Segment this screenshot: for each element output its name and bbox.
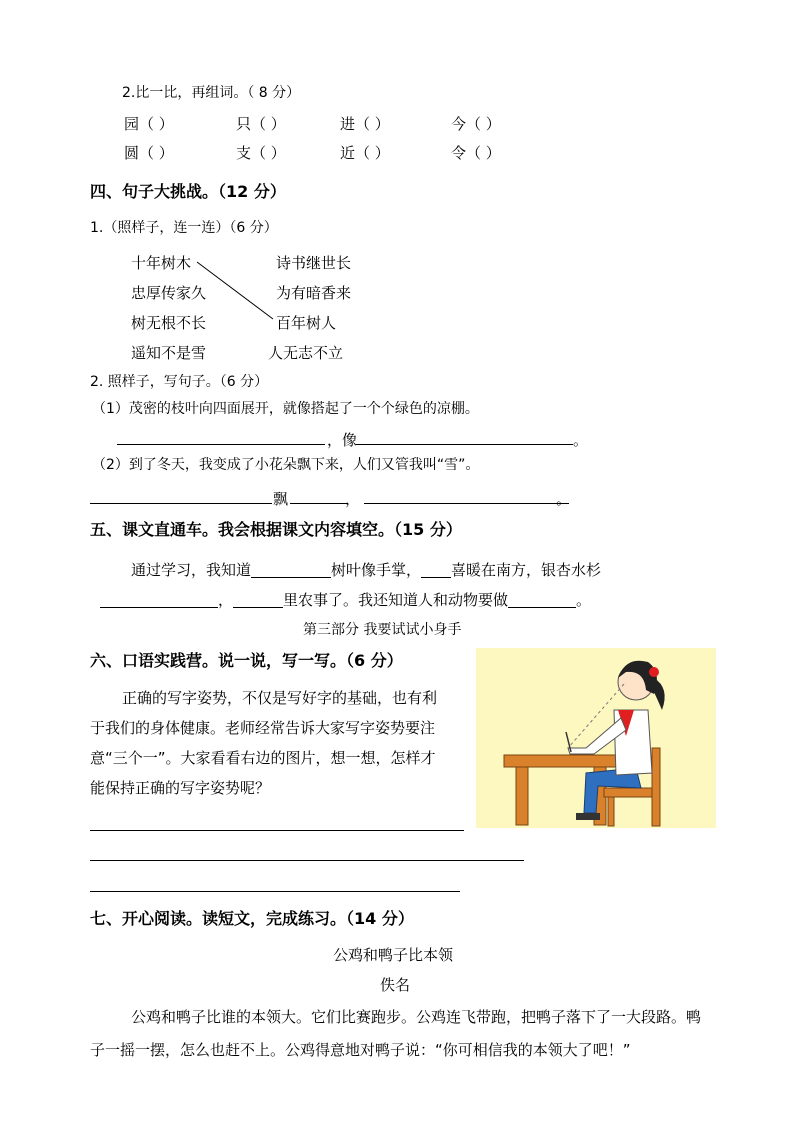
- answer-line-2c[interactable]: [364, 503, 569, 504]
- fill-text-6: 。: [576, 591, 592, 609]
- story-author: 佚名: [380, 976, 411, 994]
- question-2-title: 2.比一比，再组词。（ 8 分）: [122, 85, 301, 101]
- sentence-2-end: 。: [556, 490, 572, 508]
- section-6-heading: 六、口语实践营。说一说，写一写。（6 分）: [90, 651, 403, 670]
- part-3-title: 第三部分 我要试试小身手: [303, 622, 462, 638]
- answer-line-2a[interactable]: [90, 503, 272, 504]
- fill-text-1: 通过学习，我知道: [131, 561, 252, 579]
- story-title: 公鸡和鸭子比本领: [333, 946, 454, 964]
- question-4-1: 1.（照样子，连一连）（6 分）: [90, 220, 278, 236]
- match-left-4: 遥知不是雪: [131, 344, 207, 362]
- fill-blank-3[interactable]: [100, 592, 218, 608]
- section-6-text-3: 意“三个一”。大家看看右边的图片，想一想，怎样才: [90, 749, 436, 767]
- sentence-2-comma: ，: [345, 490, 361, 508]
- word-pair-1a: 园（ ）: [124, 115, 174, 133]
- write-line-3[interactable]: [90, 891, 460, 892]
- section-7-heading: 七、开心阅读。读短文，完成练习。（14 分）: [90, 909, 414, 928]
- section-5-heading: 五、课文直通车。我会根据课文内容填空。（15 分）: [90, 520, 462, 539]
- fill-blank-1[interactable]: [251, 562, 331, 578]
- word-pair-3b: 近（ ）: [340, 144, 390, 162]
- story-line-1: 公鸡和鸭子比谁的本领大。它们比赛跑步。公鸡连飞带跑，把鸭子落下了一大段路。鸭: [131, 1008, 702, 1026]
- fill-text-5: 里农事了。我还知道人和动物要做: [283, 591, 509, 609]
- section-6-text-2: 于我们的身体健康。老师经常告诉大家写字姿势要注: [90, 719, 436, 737]
- fill-text-3: 喜暖在南方，银杏水杉: [451, 561, 602, 579]
- answer-line-1a[interactable]: [117, 444, 325, 445]
- writing-posture-picture: [476, 648, 716, 828]
- answer-line-1b[interactable]: [356, 444, 573, 445]
- fill-text-4: ，: [218, 591, 234, 609]
- sentence-2-connector: 飘: [273, 490, 289, 508]
- sentence-1-end: 。: [573, 431, 589, 449]
- match-left-1: 十年树木: [131, 254, 192, 272]
- fill-text-2: 树叶像手掌，: [331, 561, 422, 579]
- match-example-line: [0, 0, 794, 400]
- match-left-3: 树无根不长: [131, 314, 207, 332]
- story-line-2: 子一摇一摆，怎么也赶不上。公鸡得意地对鸭子说：“你可相信我的本领大了吧！”: [90, 1041, 631, 1059]
- example-sentence-2: （2）到了冬天，我变成了小花朵飘下来，人们又管我叫“雪”。: [92, 457, 480, 473]
- question-4-2: 2. 照样子，写句子。（6 分）: [90, 374, 269, 390]
- word-pair-4b: 令（ ）: [451, 144, 501, 162]
- word-pair-2a: 只（ ）: [236, 115, 286, 133]
- match-left-2: 忠厚传家久: [131, 284, 207, 302]
- fill-blank-2[interactable]: [421, 562, 451, 578]
- example-sentence-1: （1）茂密的枝叶向四面展开，就像搭起了一个个绿色的凉棚。: [92, 401, 479, 417]
- word-pair-4a: 今（ ）: [451, 115, 501, 133]
- section-6-text-1: 正确的写字姿势，不仅是写好字的基础，也有利: [122, 689, 438, 707]
- section-6-text-4: 能保持正确的写字姿势呢？: [90, 779, 271, 797]
- word-pair-1b: 圆（ ）: [124, 144, 174, 162]
- write-line-1[interactable]: [90, 830, 464, 831]
- fill-blank-4[interactable]: [233, 592, 283, 608]
- match-right-1: 诗书继世长: [276, 254, 352, 272]
- fill-paragraph-line-2: [100, 589, 591, 610]
- match-right-4: 人无志不立: [268, 344, 344, 362]
- word-pair-3a: 进（ ）: [340, 115, 390, 133]
- answer-line-2b[interactable]: [290, 503, 348, 504]
- sentence-1-connector: ，像: [327, 431, 358, 449]
- fill-blank-5[interactable]: [508, 592, 576, 608]
- fill-paragraph-line-1: [131, 559, 601, 580]
- section-4-heading: 四、句子大挑战。（12 分）: [90, 182, 286, 201]
- match-right-3: 百年树人: [276, 314, 337, 332]
- match-right-2: 为有暗香来: [276, 284, 352, 302]
- write-line-2[interactable]: [90, 860, 524, 861]
- word-pair-2b: 支（ ）: [236, 144, 286, 162]
